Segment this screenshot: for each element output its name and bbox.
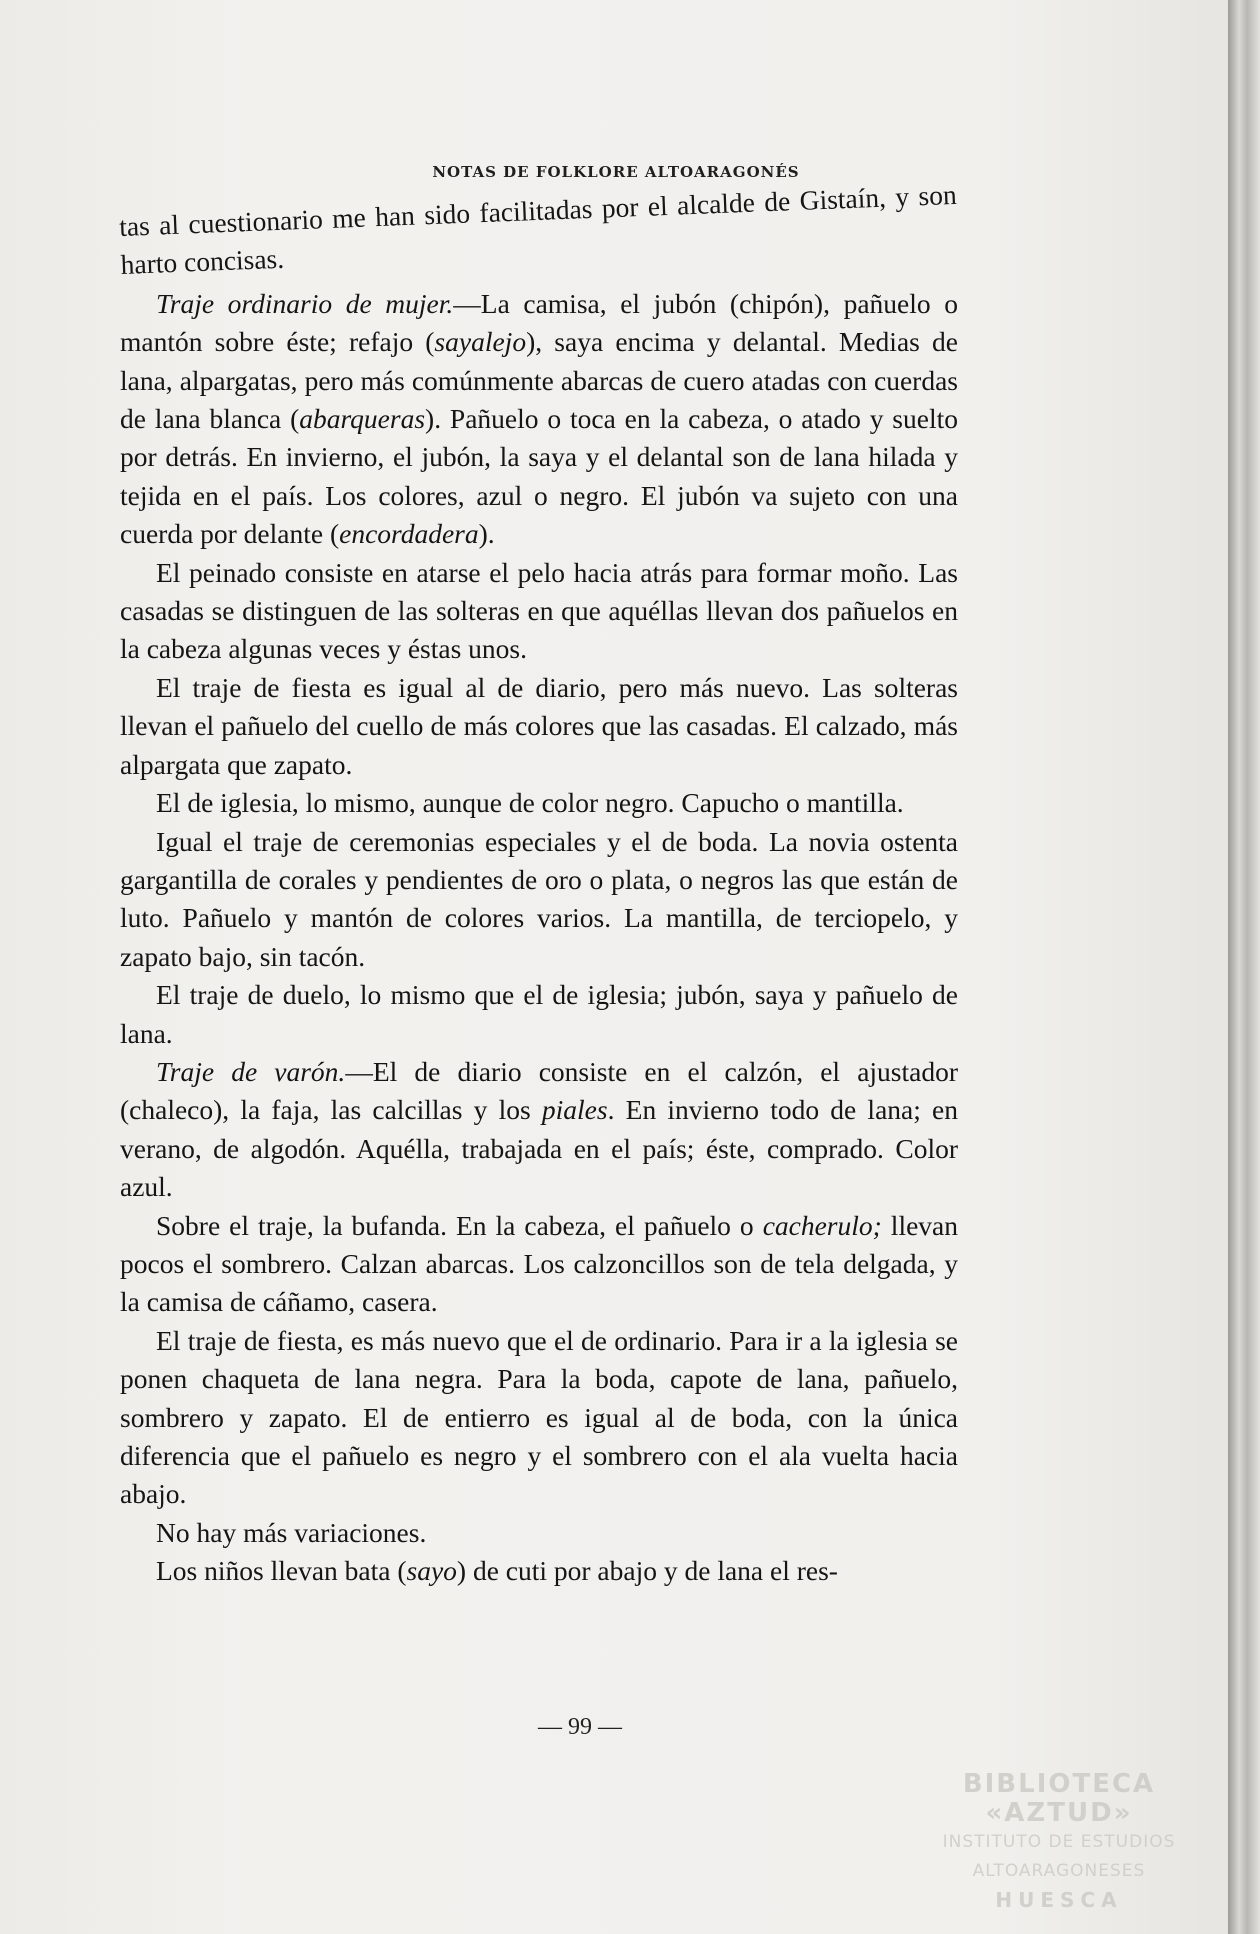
page-number: — 99 —	[538, 1714, 622, 1740]
paragraph-variaciones: No hay más variaciones.	[156, 1516, 427, 1548]
stamp-line-2: INSTITUTO DE ESTUDIOS	[942, 1832, 1176, 1852]
page-edge	[1228, 0, 1260, 1934]
paragraph-boda: Igual el traje de ceremonias especiales y el de boda. La novia ostenta gargantilla de corales y pendientes de oro o plata, o negros las que están de luto. Pañuelo y mantón de colores varios. La mantilla, de terciopelo, y zapato bajo, sin tacón.	[120, 825, 958, 972]
section-lead-mujer: Traje ordinario de mujer.	[156, 287, 454, 319]
paragraph-traje-varon: Traje de varón.—El de diario consiste en el calzón, el ajustador (chaleco), la faja, las calcillas y los piales. En invierno todo de lana; en verano, de algodón. Aquélla, trabajada en el país; éste, comprado. Color azul.	[120, 1055, 959, 1203]
paragraph-bufanda: Sobre el traje, la bufanda. En la cabeza, el pañuelo o cacherulo; llevan pocos el sombrero. Calzan abarcas. Los calzoncillos son de tela delgada, y la camisa de cáñamo, casera.	[120, 1209, 959, 1318]
stamp-line-3: ALTOARAGONESES	[972, 1861, 1146, 1881]
paragraph-fiesta-varon: El traje de fiesta, es más nuevo que el de ordinario. Para ir a la iglesia se ponen chaqueta de lana negra. Para la boda, capote de lana, pañuelo, sombrero y zapato. El de entierro es igual al de boda, con la única diferencia que el pañuelo es negro y el sombrero con el ala vuelta hacia abajo.	[120, 1324, 958, 1510]
paragraph-ninos: Los niños llevan bata (sayo) de cuti por abajo y de lana el res-	[156, 1555, 838, 1587]
paragraph-peinado: El peinado consiste en atarse el pelo hacia atrás para formar moño. Las casadas se distinguen de las solteras en que aquéllas llevan dos pañuelos en la cabeza algunas veces y éstas unos.	[120, 556, 958, 665]
running-header: NOTAS DE FOLKLORE ALTOARAGONÉS	[432, 163, 800, 181]
paragraph-duelo: El traje de duelo, lo mismo que el de iglesia; jubón, saya y pañuelo de lana.	[120, 979, 958, 1049]
library-stamp	[934, 1770, 1184, 1915]
section-lead-varon: Traje de varón.	[156, 1055, 346, 1087]
paragraph-iglesia: El de iglesia, lo mismo, aunque de color negro. Capucho o mantilla.	[156, 787, 904, 819]
stamp-line-4: HUESCA	[995, 1888, 1123, 1912]
paragraph-traje-mujer: Traje ordinario de mujer.—La camisa, el jubón (chipón), pañuelo o mantón sobre éste; refajo (sayalejo), saya encima y delantal. Medias de lana, alpargatas, pero más comúnmente abarcas de cuero atadas con cuerdas de lana blanca (abarqueras). Pañuelo o toca en la cabeza, o atado y suelto por detrás. En invierno, el jubón, la saya y el delantal son de lana hilada y tejida en el país. Los colores, azul o negro. El jubón va sujeto con una cuerda por delante (encordadera).	[120, 287, 958, 550]
paragraph-fiesta: El traje de fiesta es igual al de diario, pero más nuevo. Las solteras llevan el pañuelo del cuello de más colores que las casadas. El calzado, más alpargata que zapato.	[120, 671, 958, 780]
paragraph-continuation: tas al cuestionario me han sido facilitadas por el alcalde de Gistaín, y son harto concisas.	[118, 178, 958, 281]
stamp-line-1: BIBLIOTECA «AZTUD»	[962, 1769, 1156, 1828]
body-text	[118, 178, 959, 1591]
